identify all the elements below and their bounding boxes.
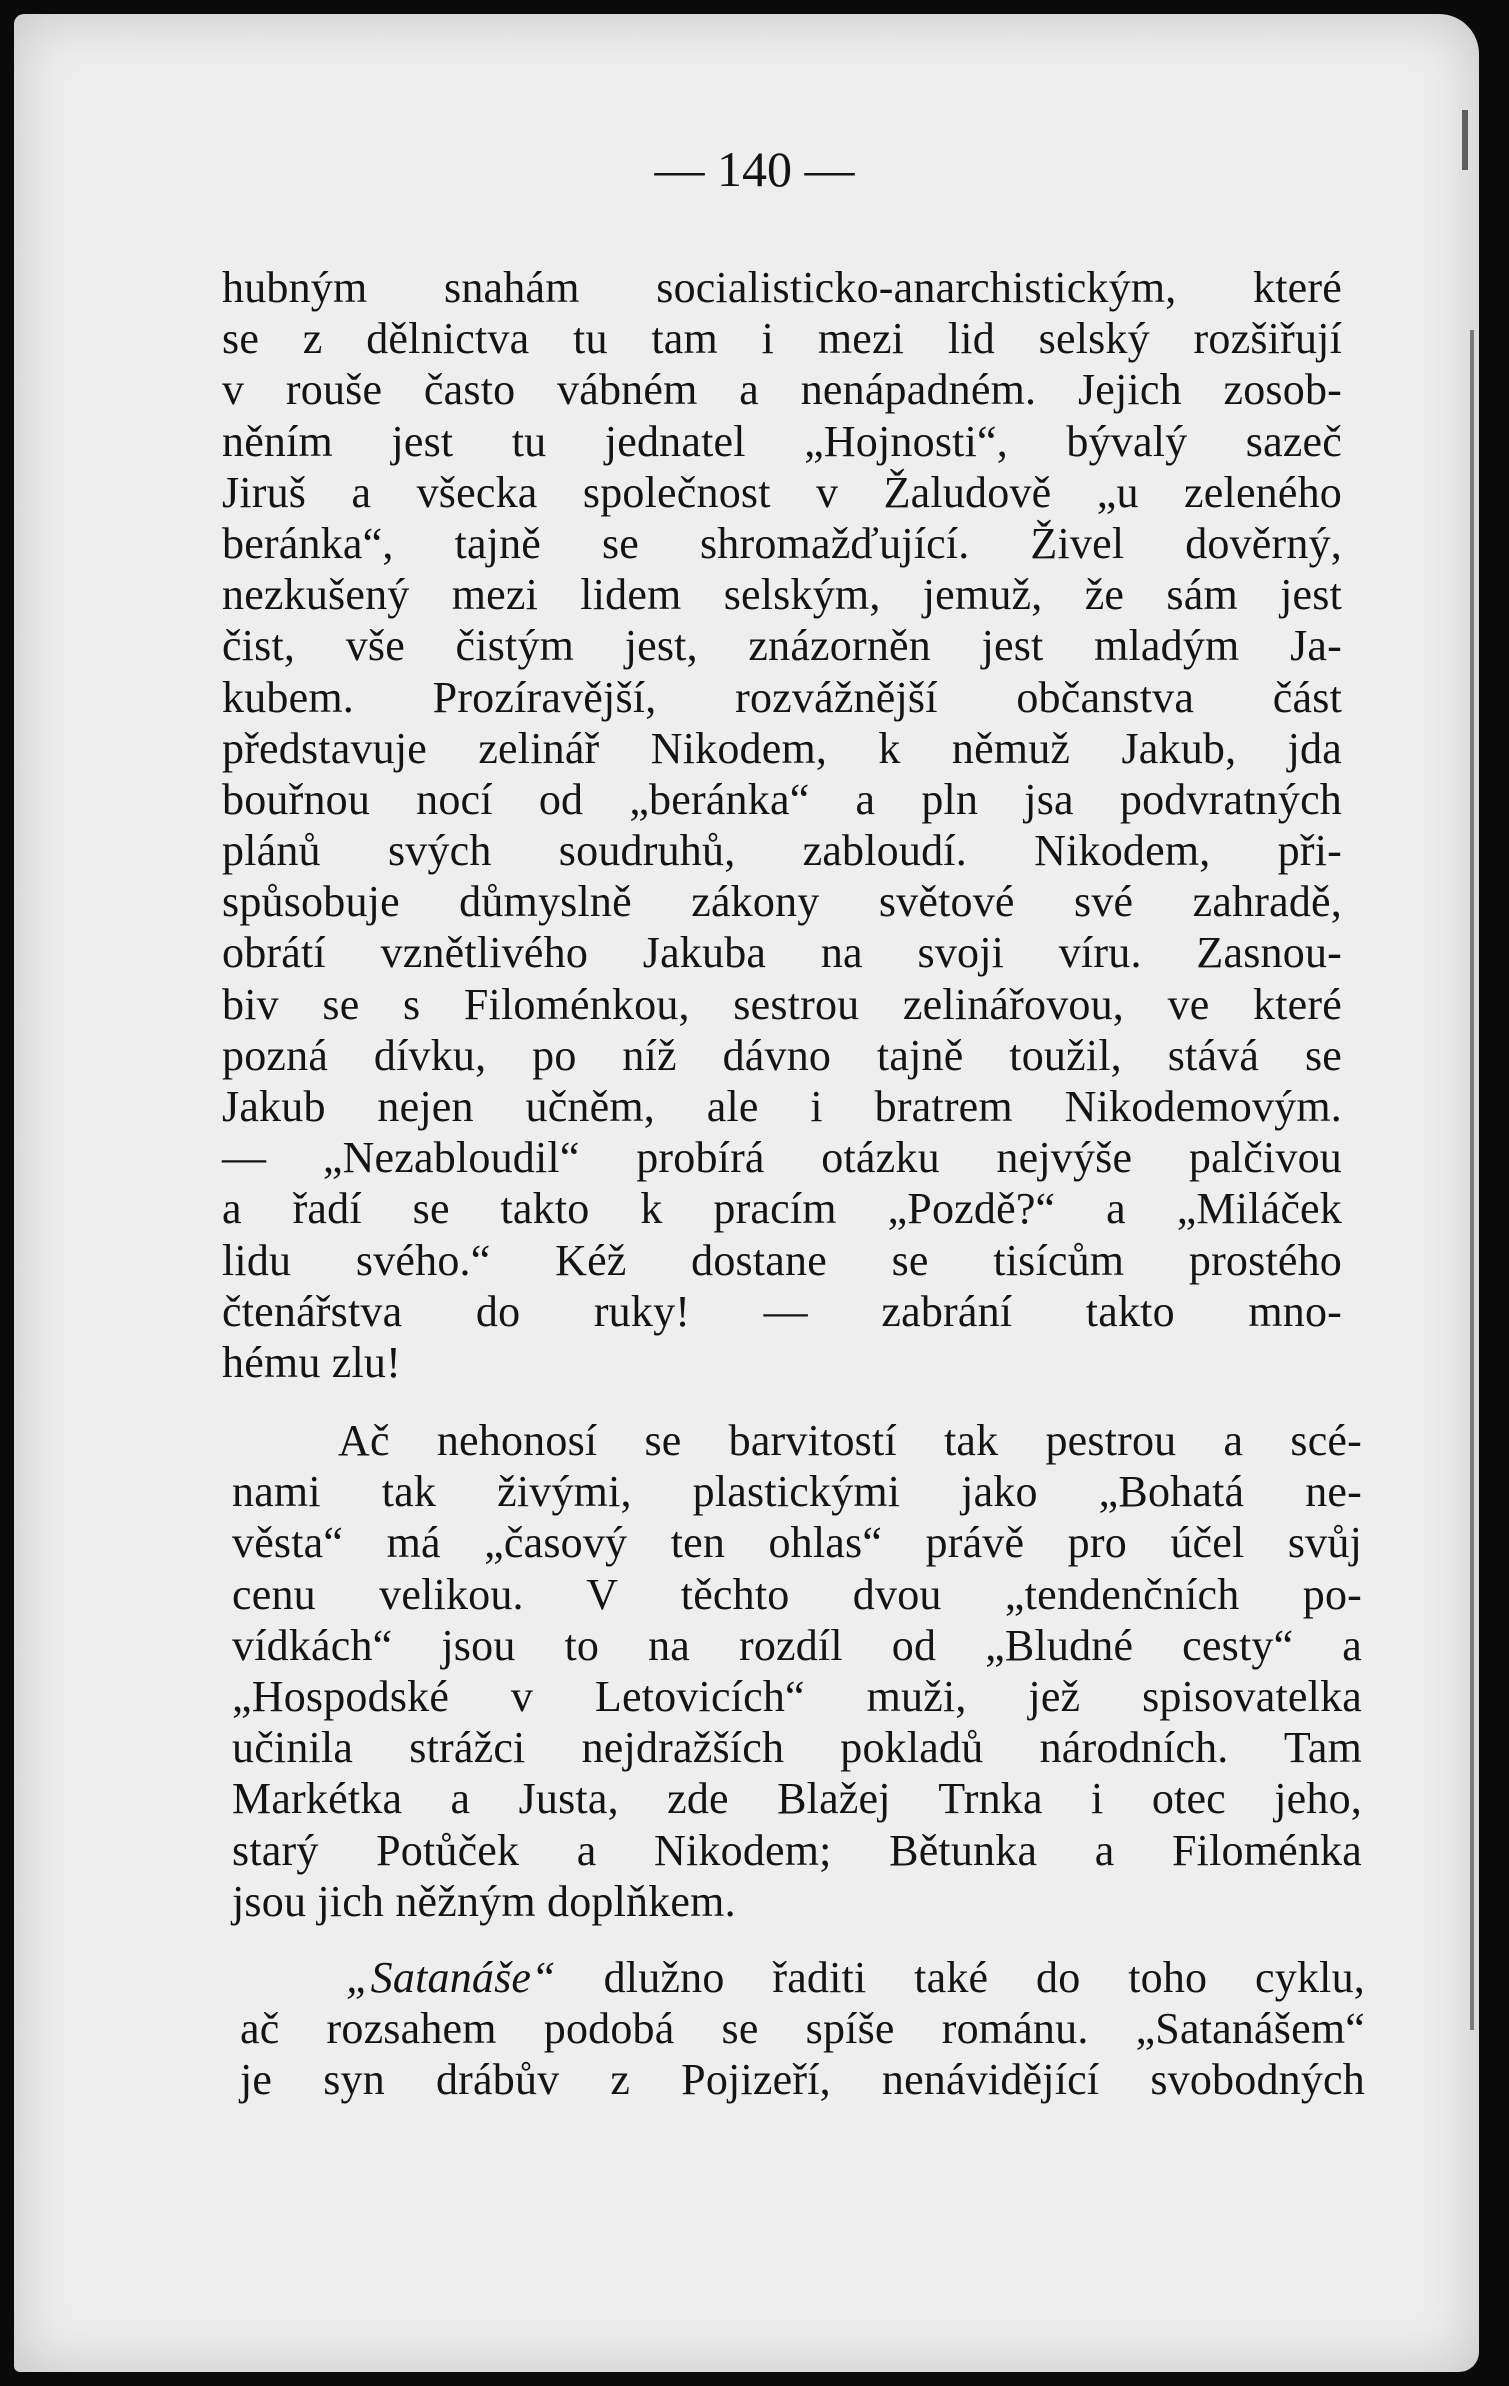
paragraph-3 xyxy=(240,1952,1365,2106)
text-line: čtenářstva do ruky! — zabrání takto mno- xyxy=(222,1286,1342,1336)
text-line: — „Nezabloudil“ probírá otázku nejvýše palčivou xyxy=(222,1133,1342,1183)
paragraph-1 xyxy=(222,262,1342,1388)
text-line: jsou jich něžným doplňkem. xyxy=(232,1876,736,1926)
text-line: je syn drábův z Pojizeří, nenávidějící svobodných xyxy=(240,2055,1365,2105)
text-line: pozná dívku, po níž dávno tajně toužil, stává se xyxy=(222,1030,1342,1080)
text-line: se z dělnictva tu tam i mezi lid selský rozšiřují xyxy=(222,314,1342,364)
text-line: věsta“ má „časový ten ohlas“ právě pro účel svůj xyxy=(232,1518,1362,1568)
text-line: „Hospodské v Letovicích“ muži, jež spisovatelka xyxy=(232,1671,1362,1721)
page-edge-mark xyxy=(1470,330,1474,2030)
text-line: starý Potůček a Nikodem; Bětunka a Filoménka xyxy=(232,1825,1362,1875)
text-line: Markétka a Justa, zde Blažej Trnka i otec jeho, xyxy=(232,1774,1362,1824)
text-line: spůsobuje důmyslně zákony světové své zahradě, xyxy=(222,877,1342,927)
text-line: něním jest tu jednatel „Hojnosti“, bývalý sazeč xyxy=(222,416,1342,466)
text-line: lidu svého.“ Kéž dostane se tisícům prostého xyxy=(222,1235,1342,1285)
text-line: obrátí vznětlivého Jakuba na svoji víru. Zasnou- xyxy=(222,928,1342,978)
text-line: představuje zelinář Nikodem, k němuž Jakub, jda xyxy=(222,723,1342,773)
text-line: cenu velikou. V těchto dvou „tendenčních po- xyxy=(232,1569,1362,1619)
text-line-first xyxy=(240,1952,1365,2003)
text-line: čist, vše čistým jest, znázorněn jest mladým Ja- xyxy=(222,621,1342,671)
text-line-rest: dlužno řaditi také do toho cyklu, xyxy=(555,1953,1365,2002)
text-line: v rouše často vábném a nenápadném. Jejich zosob- xyxy=(222,365,1342,415)
paragraph-2 xyxy=(232,1415,1362,1927)
text-line: beránka“, tajně se shromažďující. Živel dověrný, xyxy=(222,518,1342,568)
text-line: nezkušený mezi lidem selským, jemuž, že sám jest xyxy=(222,570,1342,620)
text-line: Ač nehonosí se barvitostí tak pestrou a scé- xyxy=(338,1416,1362,1465)
text-line: Jiruš a všecka společnost v Žaludově „u zeleného xyxy=(222,467,1342,517)
page-number: — 140 — xyxy=(654,141,855,197)
text-line: učinila strážci nejdražších pokladů národních. Tam xyxy=(232,1723,1362,1773)
text-line: plánů svých soudruhů, zabloudí. Nikodem, při- xyxy=(222,826,1342,876)
text-line: hubným snahám socialisticko-anarchistickým, které xyxy=(222,263,1342,312)
text-line: biv se s Filoménkou, sestrou zelinářovou, ve které xyxy=(222,979,1342,1029)
text-line: bouřnou nocí od „beránka“ a pln jsa podvratných xyxy=(222,774,1342,824)
text-line: nami tak živými, plastickými jako „Bohatá ne- xyxy=(232,1467,1362,1517)
text-line: Jakub nejen učněm, ale i bratrem Nikodemovým. xyxy=(222,1082,1342,1131)
text-line: ač rozsahem podobá se spíše románu. „Satanášem“ xyxy=(240,2004,1365,2054)
book-title-italic: „Satanáše“ xyxy=(346,1953,556,2002)
text-line: hému zlu! xyxy=(222,1337,401,1387)
text-line: kubem. Prozíravější, rozvážnější občanstva část xyxy=(222,672,1342,722)
text-line: vídkách“ jsou to na rozdíl od „Bludné cesty“ a xyxy=(232,1620,1362,1670)
text-line: a řadí se takto k pracím „Pozdě?“ a „Miláček xyxy=(222,1184,1342,1234)
